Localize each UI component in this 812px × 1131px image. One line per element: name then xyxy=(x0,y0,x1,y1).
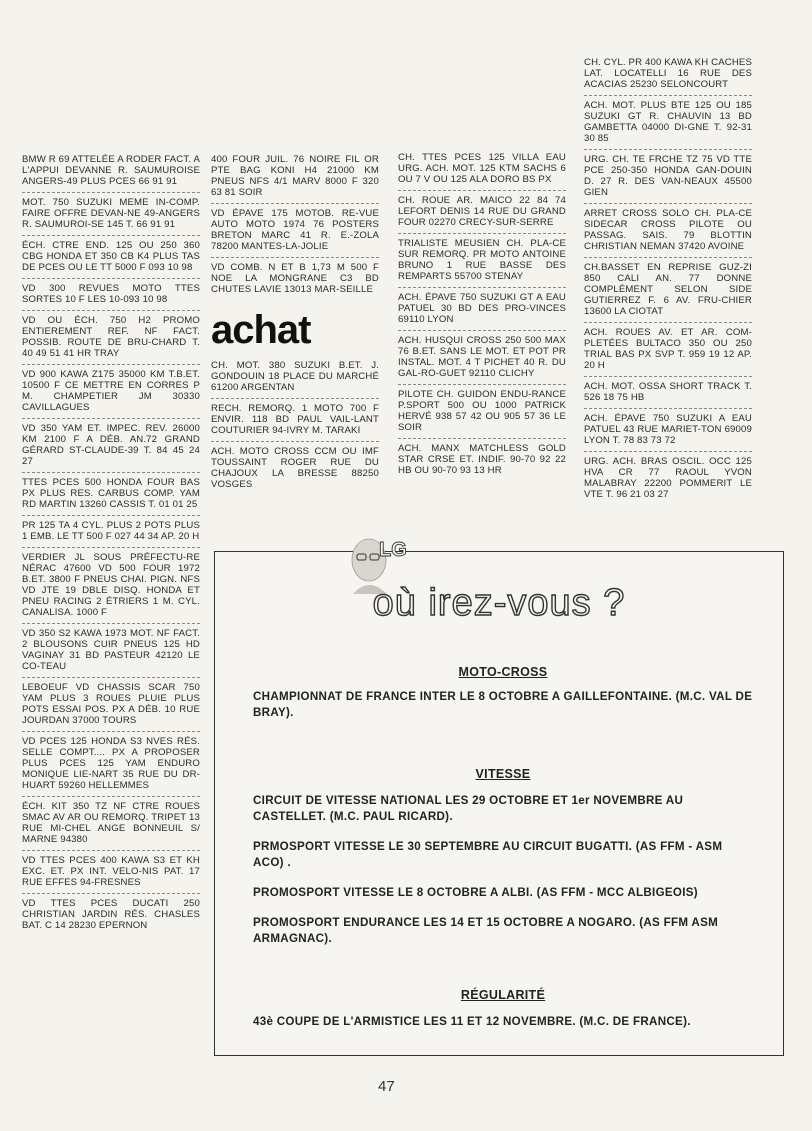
classified-ad: ÉCH. CTRE END. 125 OU 250 360 CBG HONDA ET 350 CB K4 PLUS TAS DE PCES OU LE TT 5000 F 093 10 98 xyxy=(22,236,200,279)
event-item: PROMOSPORT VITESSE LE 8 OCTOBRE A ALBI. (AS FFM - MCC ALBIGEOIS) xyxy=(253,886,698,899)
event-item: 43è COUPE DE L'ARMISTICE LES 11 ET 12 NOVEMBRE. (M.C. DE FRANCE). xyxy=(253,1015,691,1028)
classifieds-column-3 xyxy=(398,148,566,481)
page-number: 47 xyxy=(378,1078,395,1095)
classified-ad: VD 900 KAWA Z175 35000 KM T.B.ET. 10500 F CE METTRE EN CORRES P M. CHAMPETIER JM 30330 CAVILLAGUES xyxy=(22,365,200,419)
classified-ad: VD 300 REVUES MOTO TTES SORTES 10 F LES 10-093 10 98 xyxy=(22,279,200,311)
section-heading: MOTO-CROSS xyxy=(458,665,548,679)
classified-ad: ACH. MOT. PLUS BTE 125 OU 185 SUZUKI GT R. CHAUVIN 13 BD GAMBETTA 04000 DI-GNE T. 92-31 30 85 xyxy=(584,96,752,150)
classified-ad: 400 FOUR JUIL. 76 NOIRE FIL OR PTE BAG KONI H4 21000 KM PNEUS NFS 4/1 MARV 8000 F 320 63 81 SOIR xyxy=(211,150,379,204)
event-item: CHAMPIONNAT DE FRANCE INTER LE 8 OCTOBRE A GAILLEFONTAINE. (M.C. VAL DE BRAY). xyxy=(253,690,753,719)
classified-ad: LEBOEUF VD CHASSIS SCAR 750 YAM PLUS 3 ROUES PLUIE PLUS POTS ESSAI POS. PX A DÉB. 10 RUE JOURDAN 37000 TOURS xyxy=(22,678,200,732)
classified-ad: VD TTES PCES 400 KAWA S3 ET KH EXC. ET. PX INT. VELO-NIS PAT. 17 RUE EFFES 94-FRESNES xyxy=(22,851,200,894)
classified-ad: VD PCES 125 HONDA S3 NVES RÉS. SELLE COMPT.... PX A PROPOSER PLUS PCES 125 YAM ENDURO MONIQUE LIE-NART 35 RUE DU DR-HUART 59260 HELLEMMES xyxy=(22,732,200,797)
section-vitesse xyxy=(253,767,753,947)
classified-ad: VD TTES PCES DUCATI 250 CHRISTIAN JARDIN RÉS. CHASLES BAT. C 14 28230 EPERNON xyxy=(22,898,200,931)
classified-ad: ÉCH. KIT 350 TZ NF CTRE ROUES SMAC AV AR OU REMORQ. TRIPET 13 RUE MI-CHEL ANGE BONNEUIL S/ MARNE 94380 xyxy=(22,797,200,851)
classified-ad: CH. ROUE AR. MAICO 22 84 74 LEFORT DENIS 14 RUE DU GRAND FOUR 02270 CRECY-SUR-SERRE xyxy=(398,191,566,234)
classified-ad: VD ÉPAVE 175 MOTOB. RE-VUE AUTO MOTO 1974 76 POSTERS BRETON MARC 41 R. E.-ZOLA 78200 MANTES-LA-JOLIE xyxy=(211,204,379,258)
box-title: où irez-vous ? xyxy=(372,582,626,624)
classifieds-column-4 xyxy=(584,53,752,505)
classified-ad: CH. TTES PCES 125 VILLA EAU URG. ACH. MOT. 125 KTM SACHS 6 OU 7 V OU 125 ALA DORO BS PX xyxy=(398,148,566,191)
section-heading: RÉGULARITÉ xyxy=(460,988,546,1002)
classified-ad: ACH. MANX MATCHLESS GOLD STAR CRSE ET. INDIF. 90-70 92 22 HB OU 90-70 93 13 HR xyxy=(398,443,566,476)
svg-text:LG: LG xyxy=(379,539,407,561)
classified-ad: URG. ACH. BRAS OSCIL. OCC 125 HVA CR 77 RAOUL YVON MALABRAY 22200 POMMERIT LE VTE T. 96 21 03 27 xyxy=(584,456,752,500)
event-item: PROMOSPORT ENDURANCE LES 14 ET 15 OCTOBRE A NOGARO. (AS FFM ASM ARMAGNAC). xyxy=(253,916,719,945)
classified-ad: URG. CH. TE FRCHE TZ 75 VD TTE PCE 250-350 HONDA GAN-DOUIN D. 27 R. DES VAN-NEAUX 45500 GIEN xyxy=(584,150,752,204)
classified-ad: ACH. ÉPAVE 750 SUZUKI GT A EAU PATUEL 30 BD DES PRO-VINCES 69110 LYON xyxy=(398,288,566,331)
classified-ad: ARRET CROSS SOLO CH. PLA-CE SIDECAR CROSS PILOTE OU PASSAG. SAIS. 79 BLOTTIN CHRISTIAN NEMAN 37420 AVOINE xyxy=(584,204,752,258)
section-regularite xyxy=(253,988,753,1030)
classified-ad: VD COMB. N ET B 1,73 M 500 F NOE LA MONGRANE C3 BD CHUTES LAVIE 13013 MAR-SEILLE xyxy=(211,262,379,295)
classifieds-column-1 xyxy=(22,150,200,936)
classified-ad: PILOTE CH. GUIDON ENDU-RANCE P.SPORT 500 OU 1000 PATRICK HERVÉ 938 57 42 OU 905 57 36 LE SOIR xyxy=(398,385,566,439)
classified-ad: BMW R 69 ATTELÉE A RODER FACT. A L'APPUI DEVANNE R. SAUMUROISE ANGERS-49 PLUS PCES 66 91 91 xyxy=(22,150,200,193)
section-moto-cross xyxy=(253,665,753,721)
classified-ad: CH.BASSET EN REPRISE GUZ-ZI 850 CALI AN. 77 DONNE COMPLÉMENT SELON SIDE GUTIERREZ F. 6 AV. FRU-CHIER 13600 LA CIOTAT xyxy=(584,258,752,323)
event-item: PRMOSPORT VITESSE LE 30 SEPTEMBRE AU CIRCUIT BUGATTI. (AS FFM - ASM ACO) . xyxy=(253,840,723,869)
classified-ad: TTES PCES 500 HONDA FOUR BAS PX PLUS RES. CARBUS COMP. YAM RD MARTIN 13260 CASSIS T. 01 01 25 xyxy=(22,473,200,516)
classified-ad: MOT. 750 SUZUKI MEME IN-COMP. FAIRE OFFRE DEVAN-NE 49-ANGERS R. SAUMUROI-SE 145 T. 66 91 91 xyxy=(22,193,200,236)
classified-ad: ACH. MOTO CROSS CCM OU IMF TOUSSAINT ROGER RUE DU CHAJOUX LA BRESSE 88250 VOSGES xyxy=(211,446,379,490)
classified-ad: VD OU ÉCH. 750 H2 PROMO ENTIEREMENT REF. NF FACT. POSSIB. ROUTE DE BRU-CHARD T. 40 49 51 41 HR TRAY xyxy=(22,311,200,365)
classified-ad: CH. CYL. PR 400 KAWA KH CACHES LAT. LOCATELLI 16 RUE DES ACACIAS 25230 SELONCOURT xyxy=(584,53,752,96)
classified-ad: ACH. ÉPAVE 750 SUZUKI A EAU PATUEL 43 RUE MARIET-TON 69009 LYON T. 78 83 73 72 xyxy=(584,409,752,452)
classified-ad: VERDIER JL SOUS PRÉFECTU-RE NÉRAC 47600 VD 500 FOUR 1972 B.ET. 3800 F PNEUS CHAI. PIGN. NFS VD JTE 19 DBLE DISQ. HONDA ET PNEU RACING 2 ÉTRIERS 1 M. CYL. CANALISA. 1000 F xyxy=(22,548,200,624)
classified-ad: ACH. ROUES AV. ET AR. COM-PLETÉES BULTACO 350 OU 250 TRIAL BAS PX SVP T. 959 19 12 AP. 20 H xyxy=(584,323,752,377)
classified-ad: ACH. HUSQUI CROSS 250 500 MAX 76 B.ET. SANS LE MOT. ET POT PR INSTAL. MOT. 4 T PICHET 40 R. DU GAL-RO-GUET 92110 CLICHY xyxy=(398,331,566,385)
classifieds-column-2 xyxy=(211,150,379,495)
classified-ad: VD 350 S2 KAWA 1973 MOT. NF FACT. 2 BLOUSONS CUIR PNEUS 125 HD VAGINAY 31 BD PASTEUR 42120 LE CO-TEAU xyxy=(22,624,200,678)
section-heading: VITESSE xyxy=(475,767,531,781)
classified-ad: TRIALISTE MEUSIEN CH. PLA-CE SUR REMORQ. PR MOTO ANTOINE BRUNO 1 RUE BASSE DES REMPARTS 55700 STENAY xyxy=(398,234,566,288)
classified-ad: CH. MOT. 380 SUZUKI B.ET. J. GONDOUIN 18 PLACE DU MARCHÉ 61200 ARGENTAN xyxy=(211,356,379,399)
classified-ad: PR 125 TA 4 CYL. PLUS 2 POTS PLUS 1 EMB. LE TT 500 F 027 44 34 AP. 20 H xyxy=(22,516,200,548)
classified-ad: ACH. MOT. OSSA SHORT TRACK T. 526 18 75 HB xyxy=(584,377,752,409)
event-item: CIRCUIT DE VITESSE NATIONAL LES 29 OCTOBRE ET 1er NOVEMBRE AU CASTELLET. (M.C. PAUL RICARD). xyxy=(253,794,684,823)
achat-heading: achat xyxy=(211,308,311,352)
classified-ad: VD 350 YAM ET. IMPEC. REV. 26000 KM 2100 F A DÉB. AN.72 GRAND GÉRARD ST-CLAUDE-39 T. 84 45 24 27 xyxy=(22,419,200,473)
events-box xyxy=(214,539,784,1056)
classified-ad: RECH. REMORQ. 1 MOTO 700 F ENVIR. 118 BD PAUL VAIL-LANT COUTURIER 94-IVRY M. TARAKI xyxy=(211,399,379,442)
